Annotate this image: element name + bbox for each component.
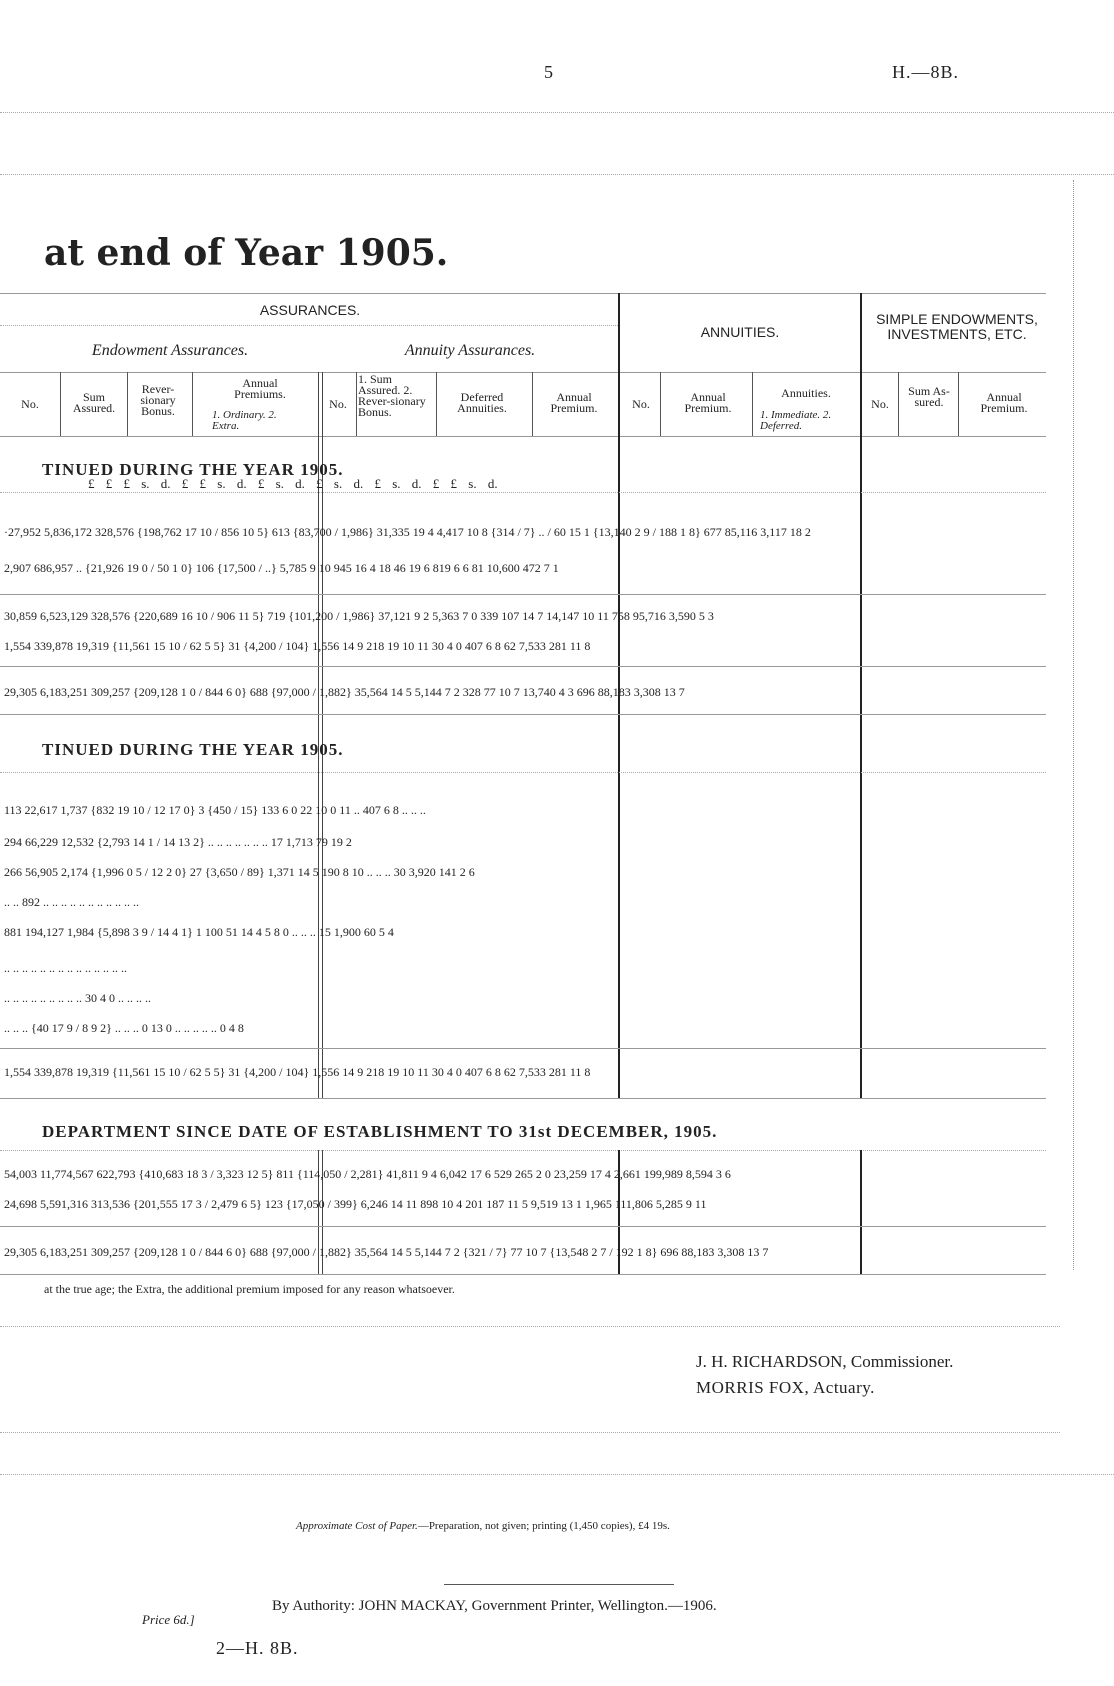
s2-rule-b [0, 1098, 1046, 1099]
col-no: No. [21, 397, 39, 411]
s3-row-2: 24,698 5,591,316 313,536 {201,555 17 3 / 2,479 6 5} 123 {17,050 / 399} 6,246 14 11 898 10 4 201 187 11 5 9,519 13 1 1,965 111,806 5,285 9 11 [4, 1197, 707, 1211]
signature-actuary: MORRIS FOX, Actuary. [696, 1378, 875, 1397]
col-annuity-annual-premium: Annual Premium. [684, 390, 732, 415]
footnote: at the true age; the Extra, the additional premium imposed for any reason whatsoever. [44, 1282, 455, 1296]
col-no-3: No. [632, 397, 650, 411]
imprint-rule [444, 1584, 674, 1585]
s2-row-6: .. .. .. .. .. .. .. .. .. .. .. .. .. .. [4, 961, 127, 975]
top-rule [0, 112, 1114, 113]
signature-rule-2 [0, 1474, 1114, 1475]
authority-line: By Authority: JOHN MACKAY, Government Printer, Wellington.—1906. [272, 1598, 717, 1614]
section-2-rule [0, 772, 1046, 773]
page-title: at end of Year 1905. [44, 232, 449, 274]
cost-note-text: —Preparation, not given; printing (1,450 copies), £4 19s. [417, 1520, 670, 1532]
endowment-assurances-heading: Endowment Assurances. [91, 342, 249, 359]
s1-rule-b [0, 666, 1046, 667]
vrule-c [192, 372, 193, 436]
s2-row-2: 294 66,229 12,532 {2,793 14 1 / 14 13 2} .. .. .. .. .. .. .. 17 1,713 79 19 2 [4, 835, 352, 849]
s1-rule-c [0, 714, 1046, 715]
col-annual-premiums: Annual Premiums. [234, 376, 286, 401]
signature-commissioner: J. H. RICHARDSON, Commissioner. [696, 1352, 954, 1371]
s2-row-7: .. .. .. .. .. .. .. .. .. 30 4 0 .. .. .. .. [4, 991, 151, 1005]
simple-endowments-heading: SIMPLE ENDOWMENTS, INVESTMENTS, ETC. [876, 311, 1038, 342]
s1-row-4: 1,554 339,878 19,319 {11,561 15 10 / 62 5 5} 31 {4,200 / 104} 1,556 14 9 218 19 10 11 30 4 0 407 6 8 62 7,533 281 11 8 [4, 639, 591, 653]
s1-row-3: 30,859 6,523,129 328,576 {220,689 16 10 / 906 11 5} 719 {101,200 / 1,986} 37,121 9 2 5,363 7 0 339 107 14 7 14,147 10 11 758 95,716 3,590 5 3 [4, 609, 714, 623]
footnote-rule [0, 1326, 1060, 1327]
col-immediate-deferred: 1. Immediate. 2. Deferred. [760, 409, 832, 432]
right-margin-line [1073, 180, 1074, 1270]
vrule-f [532, 372, 533, 436]
vrule-j [958, 372, 959, 436]
assurances-sub-rule [0, 325, 618, 326]
header-bottom-rule [0, 436, 1046, 437]
s2-row-1: 113 22,617 1,737 {832 19 10 / 12 17 0} 3 {450 / 15} 133 6 0 22 10 0 11 .. 407 6 8 .. .. .. [4, 803, 426, 817]
col-reversionary-bonus: Rever-sionary Bonus. [140, 382, 176, 418]
vrule-i [898, 372, 899, 436]
price: Price 6d.] [142, 1612, 195, 1627]
vrule-g [660, 372, 661, 436]
vrule-b [127, 372, 128, 436]
signature-rule [0, 1432, 1060, 1433]
s1-row-2: 2,907 686,957 .. {21,926 19 0 / 50 1 0} 106 {17,500 / ..} 5,785 9 10 945 16 4 18 46 19 6 819 6 6 81 10,600 472 7 1 [4, 561, 559, 575]
s2-rule-a [0, 1048, 1046, 1049]
section-1-rule [0, 492, 1046, 493]
vrule-e [436, 372, 437, 436]
s2-row-3: 266 56,905 2,174 {1,996 0 5 / 12 2 0} 27 {3,650 / 89} 1,371 14 5 190 8 10 .. .. .. 30 3,920 141 2 6 [4, 865, 475, 879]
s1-row-5: 29,305 6,183,251 309,257 {209,128 1 0 / 844 6 0} 688 {97,000 / 1,882} 35,564 14 5 5,144 7 2 328 77 10 7 13,740 4 3 696 88,183 3,308 13 7 [4, 685, 685, 699]
page-number: 5 [544, 62, 553, 82]
vrule-a [60, 372, 61, 436]
s1-row-1: ·27,952 5,836,172 328,576 {198,762 17 10 / 856 10 5} 613 {83,700 / 1,986} 31,335 19 4 4,417 10 8 {314 / 7} .. / 60 15 1 {13,140 2 9 / 188 1 8} 677 85,116 3,117 18 2 [4, 525, 811, 539]
s2-row-8: .. .. .. {40 17 9 / 8 9 2} .. .. .. 0 13 0 .. .. .. .. .. 0 4 8 [4, 1021, 244, 1035]
section-3-heading: DEPARTMENT SINCE DATE OF ESTABLISHMENT TO 31st DECEMBER, 1905. [42, 1122, 718, 1141]
top-rule-2 [0, 174, 1114, 175]
col-ordinary-extra: 1. Ordinary. 2. Extra. [212, 409, 277, 432]
col-sum-assured-rev: 1. Sum Assured. 2. Rever-sionary Bonus. [358, 372, 426, 419]
col-no-4: No. [871, 397, 889, 411]
s2-row-4: .. .. 892 .. .. .. .. .. .. .. .. .. .. .. [4, 895, 139, 909]
col-simple-annual-premium: Annual Premium. [980, 390, 1028, 415]
s3-row-1: 54,003 11,774,567 622,793 {410,683 18 3 / 3,323 12 5} 811 {114,050 / 2,281} 41,811 9 4 6,042 17 6 529 265 2 0 23,259 17 4 2,661 199,989 8,594 3 6 [4, 1167, 731, 1181]
annuities-heading: ANNUITIES. [700, 324, 780, 340]
col-annual-premium: Annual Premium. [550, 390, 598, 415]
cost-note-label: Approximate Cost of Paper. [296, 1520, 418, 1532]
s3-row-3: 29,305 6,183,251 309,257 {209,128 1 0 / 844 6 0} 688 {97,000 / 1,882} 35,564 14 5 5,144 7 2 {321 / 7} 77 10 7 {13,548 2 7 / 192 1 8} 696 88,183 3,308 13 7 [4, 1245, 769, 1259]
cost-note [296, 1520, 670, 1532]
col-deferred-annuities: Deferred Annuities. [457, 390, 507, 415]
vrule-d [356, 372, 357, 436]
s3-rule-b [0, 1274, 1046, 1275]
s3-rule-a [0, 1226, 1046, 1227]
annuity-assurances-heading: Annuity Assurances. [404, 342, 536, 359]
col-sum-assured: Sum Assured. [72, 390, 116, 415]
assurances-heading: ASSURANCES. [259, 302, 361, 318]
vrule-h [752, 372, 753, 436]
col-annuities: Annuities. [781, 386, 831, 400]
col-sum-as-sured: Sum As-sured. [908, 384, 950, 409]
s2-row-5: 881 194,127 1,984 {5,898 3 9 / 14 4 1} 1 100 51 14 4 5 8 0 .. .. .. 15 1,900 60 5 4 [4, 925, 394, 939]
section-2-heading: TINUED DURING THE YEAR 1905. [42, 740, 344, 759]
header-top-rule [0, 293, 1046, 294]
s2-row-9: 1,554 339,878 19,319 {11,561 15 10 / 62 5 5} 31 {4,200 / 104} 1,556 14 9 218 19 10 11 30 4 0 407 6 8 62 7,533 281 11 8 [4, 1065, 591, 1079]
signature-mark: 2—H. 8B. [216, 1638, 299, 1658]
section-1-heading: TINUED DURING THE YEAR 1905. [42, 460, 344, 479]
col-no-2: No. [329, 397, 347, 411]
document-reference: H.—8B. [892, 62, 960, 82]
s1-rule-a [0, 594, 1046, 595]
section-3-rule [0, 1150, 1046, 1151]
units-row: £ £ £ s. d. £ £ s. d. £ s. d. £ s. d. £ s. d. £ £ s. d. [88, 476, 498, 491]
subheader-rule [0, 372, 1046, 373]
